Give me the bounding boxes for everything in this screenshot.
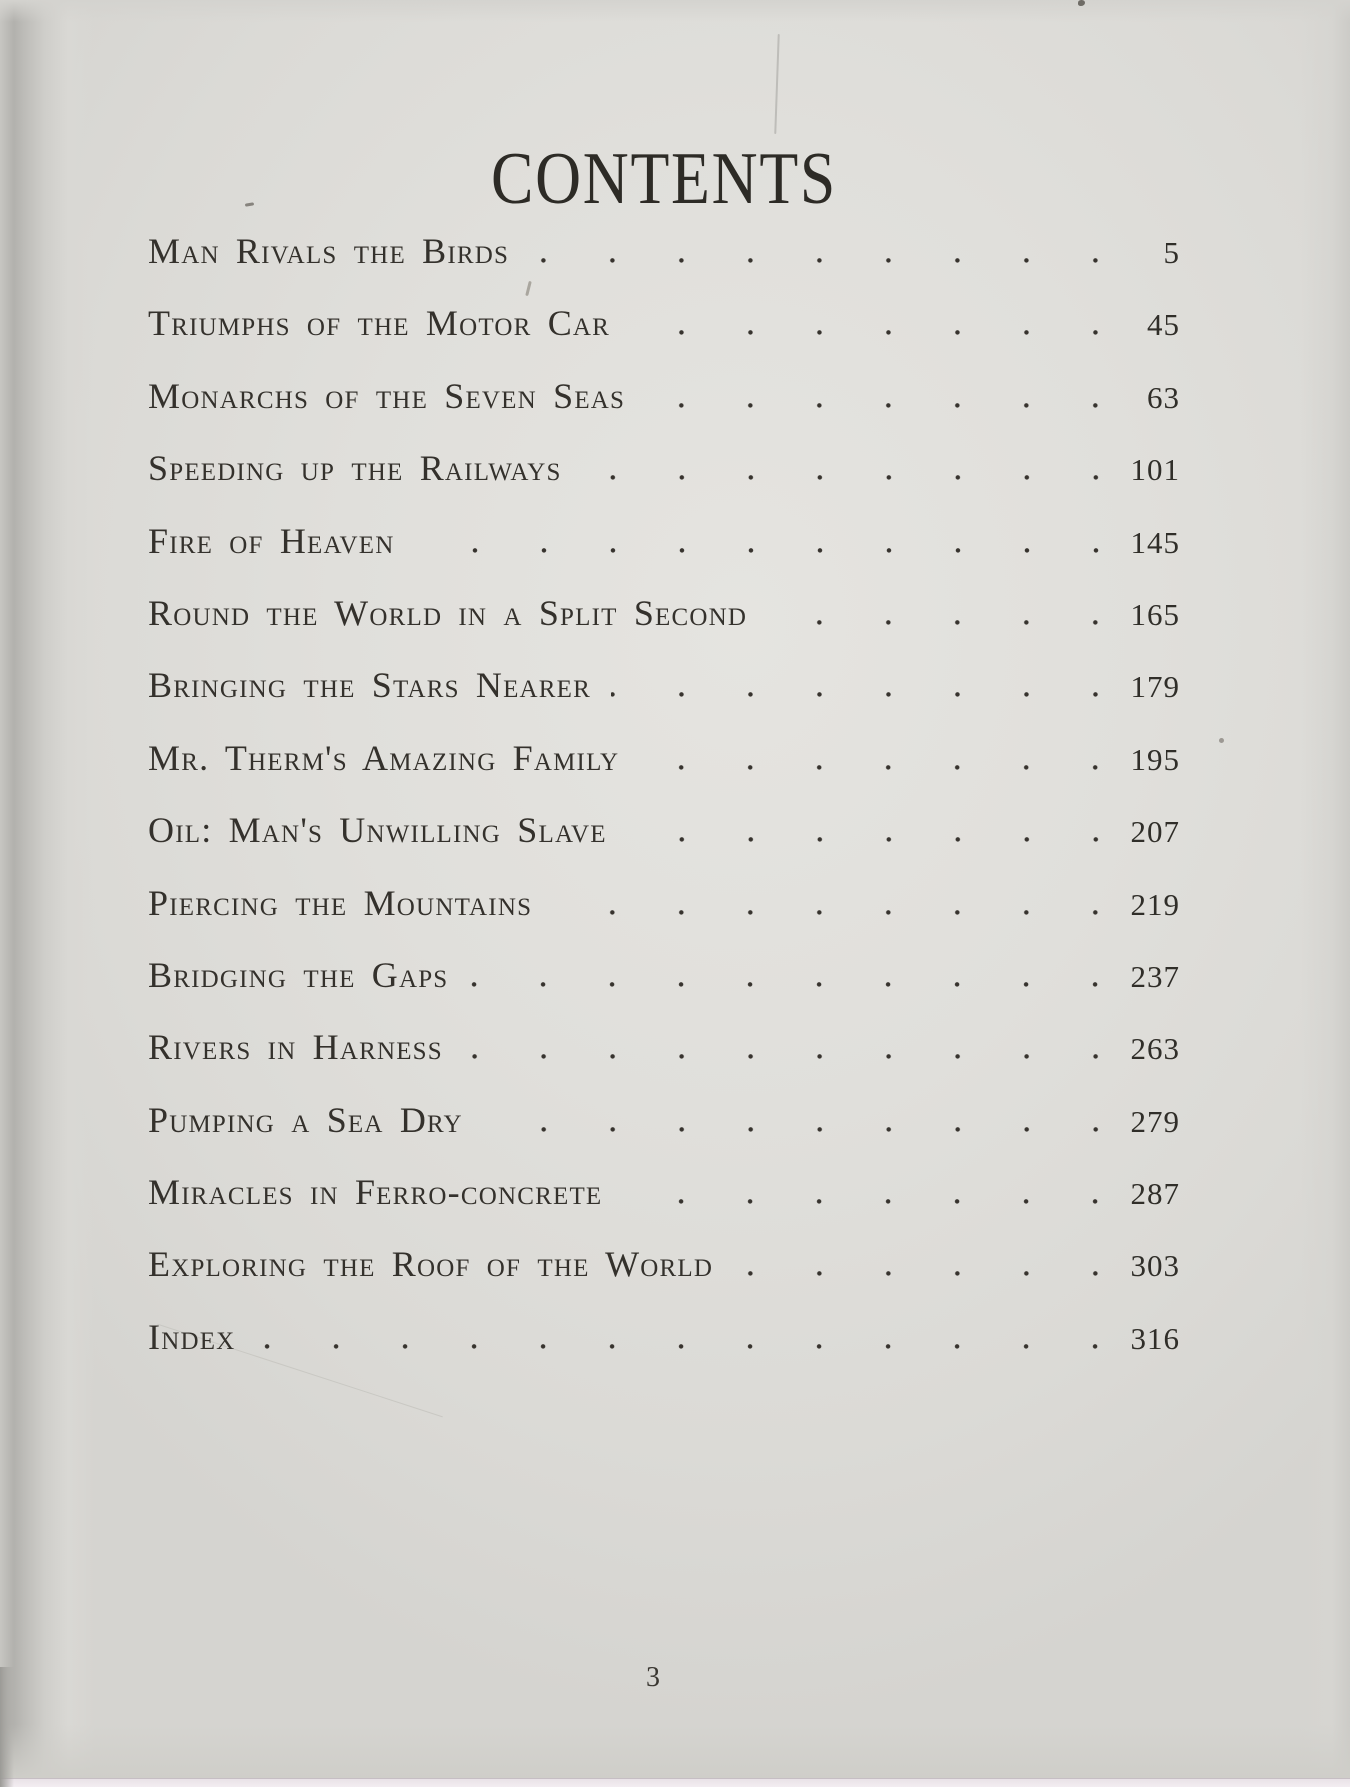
toc-leader-dots: [255, 1344, 1100, 1349]
toc-entry: [148, 866, 1180, 938]
toc-entry: [148, 793, 1180, 865]
toc-entry-title: Round the World in a Split Second: [148, 592, 748, 633]
page-title: CONTENTS: [490, 138, 838, 220]
toc-leader-dots: [582, 475, 1100, 480]
toc-entry-page: 179: [1130, 669, 1180, 705]
toc-leader-dots: [622, 1199, 1100, 1204]
toc-leader-dots: [552, 910, 1100, 915]
toc-leader-dots: [645, 403, 1100, 408]
toc-entry: [148, 359, 1180, 431]
toc-entry: [148, 721, 1180, 793]
paper-scratch-mark: [774, 34, 779, 134]
toc-entry-page: 237: [1130, 958, 1180, 994]
toc-entry-title: Piercing the Mountains: [148, 882, 533, 923]
toc-entry: [148, 1227, 1180, 1299]
toc-entry-title: Man Rivals the Birds: [148, 231, 510, 271]
paper-speck: [1078, 0, 1085, 6]
toc-leader-dots: [463, 1054, 1100, 1059]
toc-entry-title: Monarchs of the Seven Seas: [148, 375, 626, 416]
toc-entry: [148, 1083, 1180, 1155]
toc-leader-dots: [468, 982, 1100, 987]
toc-entry-page: 316: [1130, 1320, 1180, 1356]
toc-list: [148, 214, 1180, 1372]
folio-page-number: 3: [646, 1662, 660, 1693]
toc-entry: [148, 1155, 1180, 1227]
toc-entry-title: Bridging the Gaps: [148, 954, 449, 995]
toc-entry-title: Exploring the Roof of the World: [148, 1244, 714, 1285]
toc-leader-dots: [733, 1271, 1100, 1276]
toc-entry-page: 45: [1147, 307, 1180, 343]
toc-entry-title: Index: [148, 1316, 236, 1357]
toc-entry-title: Oil: Man's Unwilling Slave: [148, 810, 607, 851]
toc-entry: [148, 576, 1180, 648]
toc-leader-dots: [415, 548, 1100, 553]
page-top-shadow: [0, 0, 1350, 22]
toc-entry-page: 101: [1130, 452, 1180, 488]
toc-entry-title: Bringing the Stars Nearer: [148, 665, 592, 706]
toc-entry-page: 165: [1130, 596, 1180, 632]
toc-entry-page: 207: [1130, 814, 1180, 850]
toc-entry: [148, 286, 1180, 358]
page-bottom-shadow: [0, 1724, 1350, 1779]
toc-entry: [148, 1010, 1180, 1082]
scan-bottom-edge: [0, 1778, 1350, 1787]
toc-leader-dots: [611, 692, 1100, 697]
page-right-shadow: [1300, 0, 1350, 1787]
toc-entry-page: 195: [1130, 741, 1180, 777]
toc-entry-title: Pumping a Sea Dry: [148, 1099, 463, 1140]
toc-entry-page: 63: [1147, 379, 1180, 415]
toc-entry-page: 287: [1130, 1176, 1180, 1212]
toc-entry: [148, 648, 1180, 720]
toc-entry: [148, 431, 1180, 503]
toc-entry-title: Speeding up the Railways: [148, 448, 562, 489]
toc-entry-page: 303: [1130, 1248, 1180, 1284]
toc-leader-dots: [630, 330, 1100, 335]
page-gutter-shadow: [0, 0, 95, 1787]
scan-corner-shadow: [0, 1667, 14, 1787]
toc-entry-title: Fire of Heaven: [148, 520, 395, 561]
toc-entry: [148, 214, 1180, 286]
toc-entry-page: 279: [1130, 1103, 1180, 1139]
toc-leader-dots: [639, 765, 1100, 770]
paper-speck: [1219, 738, 1224, 743]
toc-leader-dots: [767, 620, 1100, 625]
toc-leader-dots: [627, 837, 1100, 842]
toc-entry-title: Rivers in Harness: [148, 1027, 443, 1068]
toc-entry-title: Miracles in Ferro-concrete: [148, 1172, 603, 1213]
toc-entry-page: 5: [1163, 235, 1180, 270]
toc-entry: [148, 938, 1180, 1010]
toc-leader-dots: [483, 1127, 1100, 1132]
toc-entry: [148, 1300, 1180, 1372]
toc-entry: [148, 504, 1180, 576]
toc-entry-page: 219: [1130, 886, 1180, 922]
toc-entry-title: Mr. Therm's Amazing Family: [148, 737, 620, 778]
toc-entry-page: 263: [1130, 1031, 1180, 1067]
toc-leader-dots: [529, 258, 1100, 263]
toc-entry-title: Triumphs of the Motor Car: [148, 303, 611, 344]
toc-entry-page: 145: [1130, 524, 1180, 560]
